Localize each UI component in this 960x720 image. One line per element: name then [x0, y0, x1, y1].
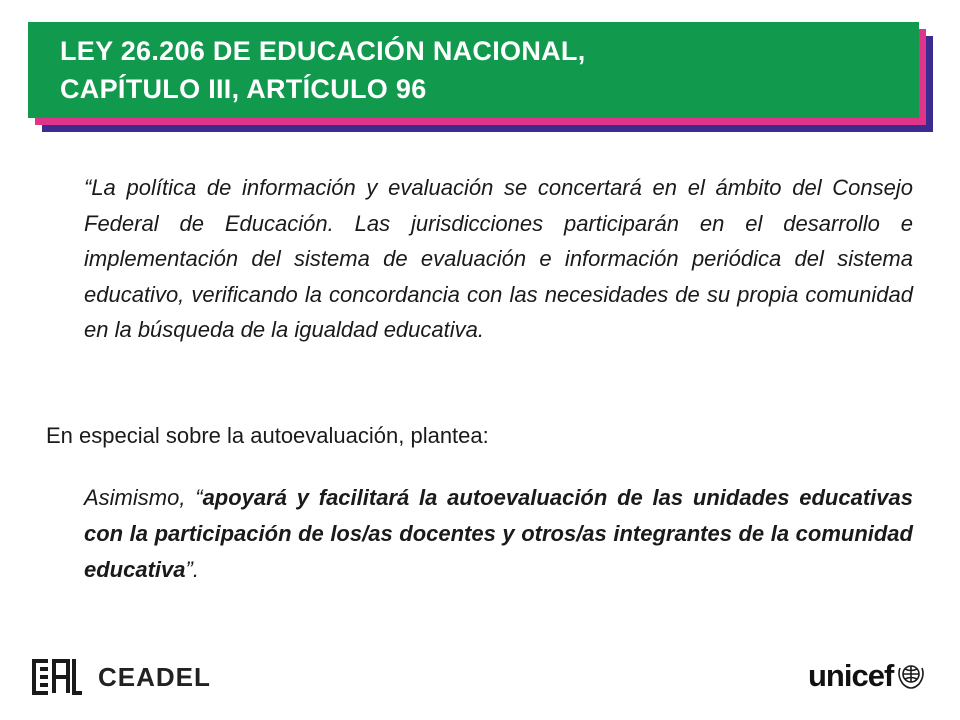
ceadel-logo-icon	[26, 655, 84, 699]
un-emblem-icon	[895, 660, 927, 692]
title-banner	[28, 22, 933, 132]
slide-title-line-2: CAPÍTULO III, ARTÍCULO 96	[60, 74, 427, 104]
intro-text: En especial sobre la autoevaluación, plantea:	[46, 423, 489, 448]
unicef-logo	[808, 650, 927, 702]
article-quote: “La política de información y evaluación se concertará en el ámbito del Consejo Federal de Educación. Las jurisdicciones participarán en el desarrollo e implementación del sistema de evaluación e información periódica del sistema educativo, verificando la concordancia con las necesidades de su propia comunidad en la búsqueda de la igualdad educativa.	[84, 175, 913, 342]
unicef-logo-text: unicef	[808, 658, 894, 693]
slide-title-line-1: LEY 26.206 DE EDUCACIÓN NACIONAL,	[60, 36, 586, 66]
ceadel-logo	[26, 654, 211, 700]
title-box	[28, 22, 919, 118]
ceadel-logo-text: CEADEL	[98, 661, 211, 692]
detail-suffix: ”.	[185, 557, 199, 582]
detail-bold-text: apoyará y facilitará la autoevaluación de las unidades educativas con la participación de los/as docentes y otros/as integrantes de la comunidad educativa	[84, 485, 913, 582]
self-evaluation-text	[84, 480, 913, 588]
detail-prefix: Asimismo, “	[84, 485, 203, 510]
